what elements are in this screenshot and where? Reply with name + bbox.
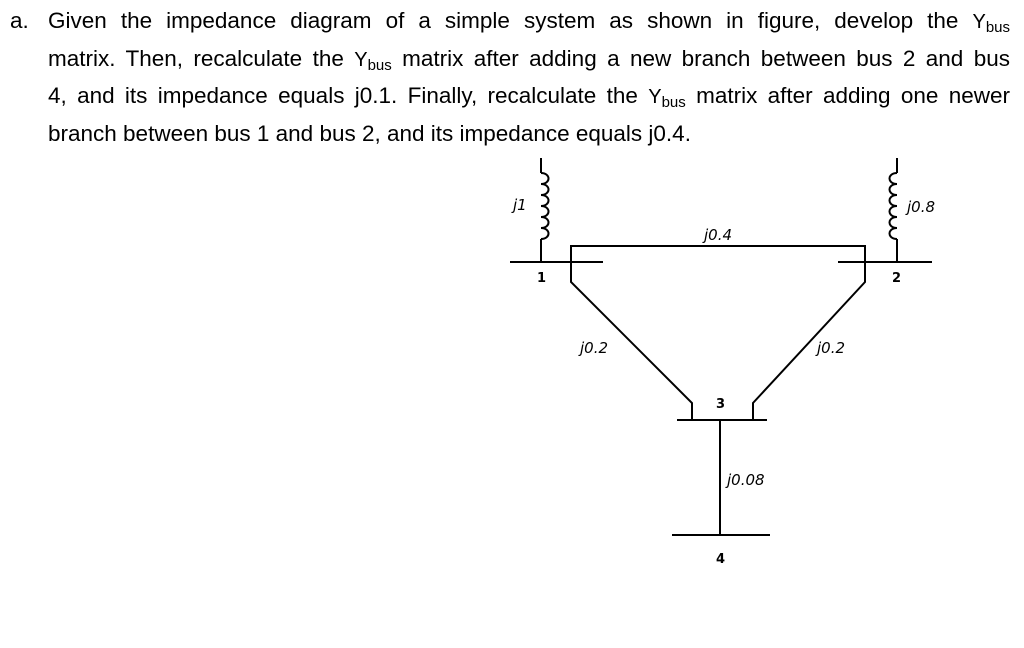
bus1-label: 1: [537, 271, 547, 286]
item-marker: a.: [10, 8, 29, 33]
bus2-label: 2: [892, 271, 902, 286]
problem-line-2: matrix. Then, recalculate the Ybus matrix after adding a new branch between bus 2 and bus: [48, 45, 1010, 74]
problem-line-3: 4, and its impedance equals j0.1. Finally, recalculate the Ybus matrix after adding one newer: [48, 83, 1010, 111]
gen1-impedance-label: j1: [513, 196, 527, 214]
line-2-3-impedance-label: j0.2: [817, 339, 846, 357]
gen2-impedance-label: j0.8: [907, 198, 936, 216]
bus3-label: 3: [716, 397, 726, 412]
problem-line-1: Given the impedance diagram of a simple system as shown in figure, develop the Ybus: [48, 8, 1010, 36]
problem-line-4: branch between bus 1 and bus 2, and its impedance equals j0.4.: [48, 120, 691, 146]
line-1-3-impedance-label: j0.2: [580, 339, 609, 357]
gen1-coil: [541, 173, 549, 239]
line-1-2: [571, 246, 865, 272]
line-3-4-impedance-label: j0.08: [727, 471, 765, 489]
bus4-label: 4: [716, 552, 726, 567]
line-1-2-impedance-label: j0.4: [704, 226, 733, 244]
line-2-3: [753, 262, 865, 420]
gen2-coil: [890, 173, 898, 239]
